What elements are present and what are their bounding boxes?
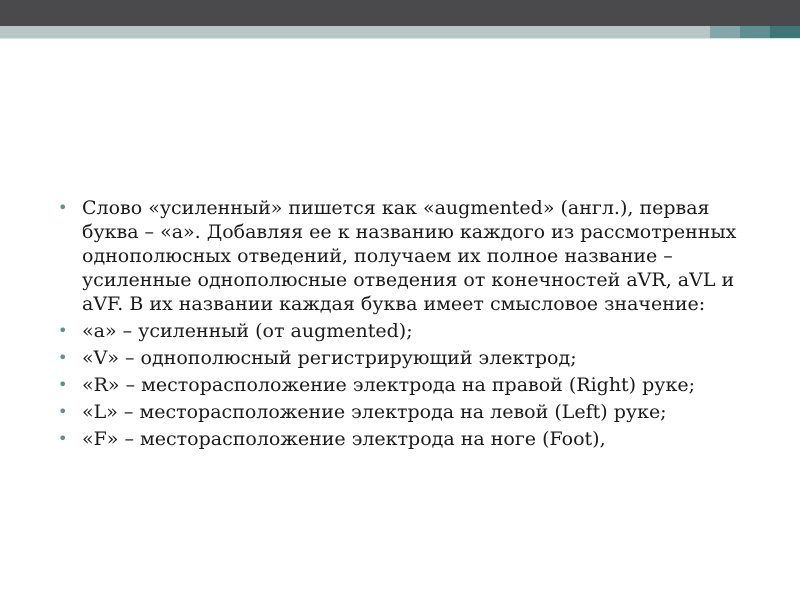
bullet-item <box>58 196 748 316</box>
accent-block <box>770 26 800 38</box>
bullet-text: «а» – усиленный (от augmented); <box>82 320 413 342</box>
bullet-item <box>58 346 748 370</box>
accent-blocks <box>710 26 800 38</box>
bullet-icon: • <box>58 429 68 448</box>
slide-content <box>58 196 748 454</box>
accent-block <box>740 26 770 38</box>
accent-block <box>710 26 740 38</box>
bullet-icon: • <box>58 402 68 421</box>
bullet-item <box>58 427 748 451</box>
header-divider <box>0 38 800 39</box>
bullet-icon: • <box>58 198 68 217</box>
bullet-item <box>58 373 748 397</box>
top-bar <box>0 0 800 26</box>
bullet-text: «V» – однополюсный регистрирующий электрод; <box>82 347 577 369</box>
accent-strip <box>0 26 800 38</box>
bullet-icon: • <box>58 348 68 367</box>
bullet-item <box>58 400 748 424</box>
bullet-item <box>58 319 748 343</box>
bullet-list <box>58 196 748 451</box>
bullet-text: Слово «усиленный» пишется как «augmented» (англ.), первая буква – «а». Добавляя ее к названию каждого из рассмотренных однополюсных отведений, получаем их полное название – усиленные однополюсные отведения от конечностей aVR, aVL и aVF. В их названии каждая буква имеет смысловое значение: <box>82 197 737 315</box>
bullet-text: «L» – месторасположение электрода на левой (Left) руке; <box>82 401 667 423</box>
bullet-icon: • <box>58 375 68 394</box>
bullet-text: «F» – месторасположение электрода на ноге (Foot), <box>82 428 606 450</box>
bullet-text: «R» – месторасположение электрода на правой (Right) руке; <box>82 374 696 396</box>
bullet-icon: • <box>58 321 68 340</box>
